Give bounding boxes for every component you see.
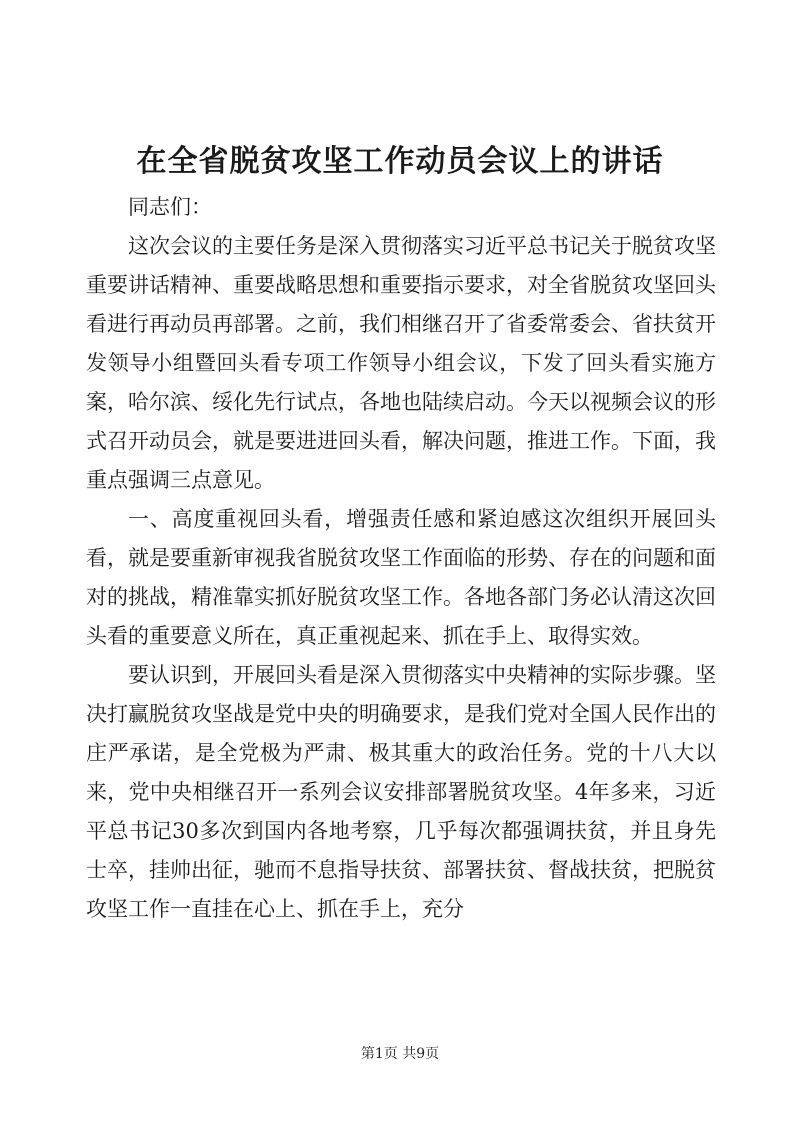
paragraph-understanding: 要认识到，开展回头看是深入贯彻落实中央精神的实际步骤。坚决打赢脱贫攻坚战是党中央的明确要求，是我们党对全国人民作出的庄严承诺，是全党极为严肃、极其重大的政治任务。党的十八大以来，党中央相继召开一系列会议安排部署脱贫攻坚。4年多来，习近平总书记30多次到国内各地考察，几乎每次都强调扶贫，并且身先士卒，挂帅出征，驰而不息指导扶贫、部署扶贫、督战扶贫，把脱贫攻坚工作一直挂在心上、抓在手上，充分 (86, 663, 716, 921)
document-body (86, 188, 716, 929)
paragraph-point-one: 一、高度重视回头看，增强责任感和紧迫感这次组织开展回头看，就是要重新审视我省脱贫攻坚工作面临的形势、存在的问题和面对的挑战，精准靠实抓好脱贫攻坚工作。各地各部门务必认清这次回头看的重要意义所在，真正重视起来、抓在手上、取得实效。 (86, 507, 716, 648)
salutation: 同志们： (128, 195, 212, 219)
document-title: 在全省脱贫攻坚工作动员会议上的讲话 (136, 144, 664, 179)
paragraph-intro: 这次会议的主要任务是深入贯彻落实习近平总书记关于脱贫攻坚重要讲话精神、重要战略思想和重要指示要求，对全省脱贫攻坚回头看进行再动员再部署。之前，我们相继召开了省委常委会、省扶贫开发领导小组暨回头看专项工作领导小组会议，下发了回头看实施方案，哈尔滨、绥化先行试点，各地也陆续启动。今天以视频会议的形式召开动员会，就是要进进回头看，解决问题，推进工作。下面，我重点强调三点意见。 (86, 234, 716, 492)
page-number: 第1页 共9页 (360, 1046, 440, 1062)
